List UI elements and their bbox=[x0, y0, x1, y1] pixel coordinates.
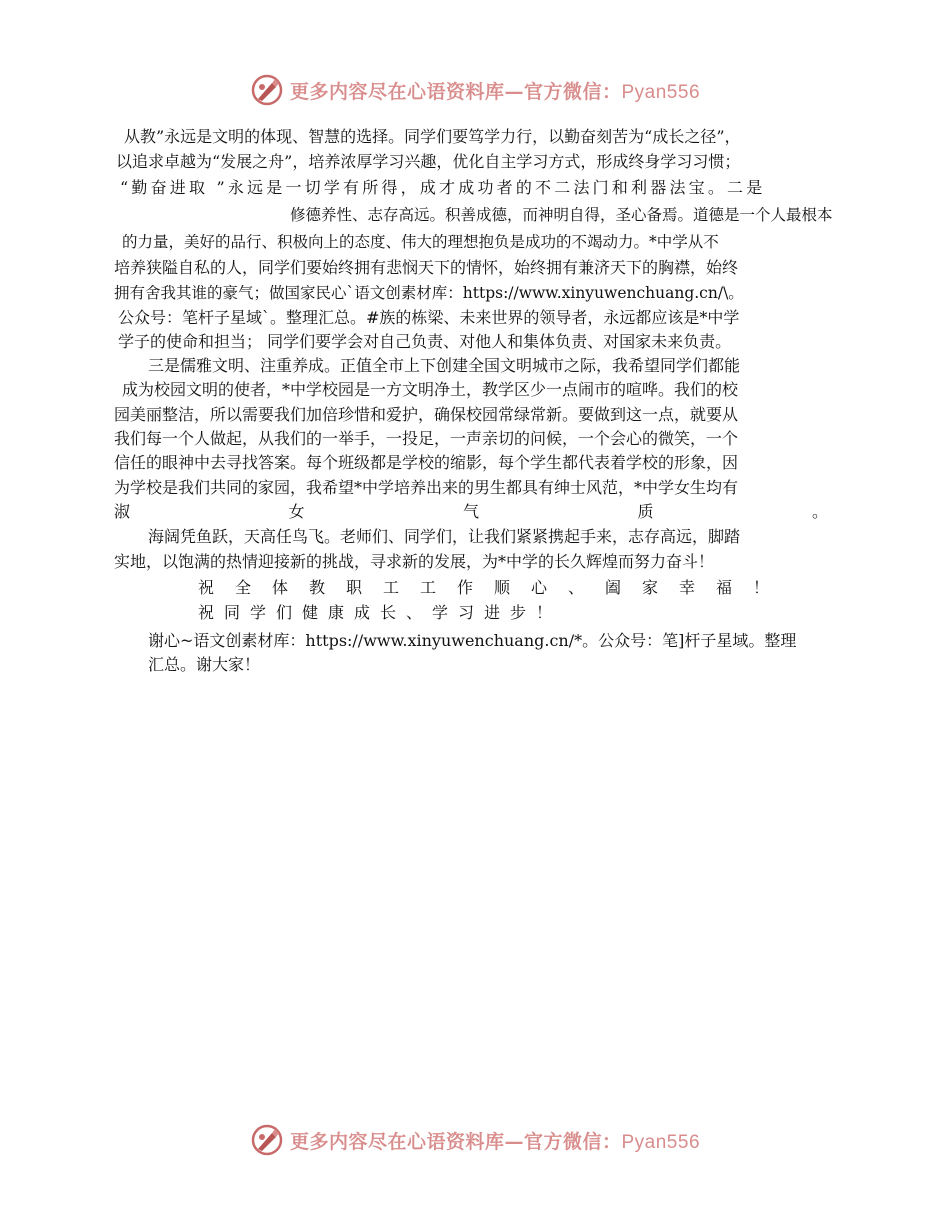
fountain-pen-logo-icon bbox=[250, 73, 284, 107]
text-line-3: “勤奋进取 ”永远是一切学有所得，成才成功者的不二法门和利器法宝。二是 bbox=[120, 178, 766, 197]
text-line-22: 汇总。谢大家！ bbox=[148, 655, 261, 674]
spread-char: 。 bbox=[811, 502, 828, 521]
text-line-10: 三是儒雅文明、注重养成。正值全市上下创建全国文明城市之际，我希望同学们都能 bbox=[148, 356, 741, 375]
text-line-12: 园美丽整洁，所以需要我们加倍珍惜和爱护，确保校园常绿常新。要做到这一点，就要从 bbox=[114, 405, 739, 424]
text-line-11: 成为校园文明的使者，*中学校园是一方文明净土，教学区少一点闹市的喧哗。我们的校 bbox=[122, 380, 739, 399]
text-line-21: 谢心~语文创素材库：https://www.xinyuwenchuang.cn/*。公众号：笔]杆子星域。整理 bbox=[148, 631, 797, 650]
text-line-8: 公众号：笔杆子星域`。整理汇总。#族的栋梁、未来世界的领导者，永远都应该是*中学 bbox=[118, 308, 740, 327]
text-line-4: 修德养性、志存高远。积善成德，而神明自得，圣心备焉。道德是一个人最根本 bbox=[290, 206, 833, 224]
fountain-pen-logo-icon bbox=[250, 1123, 284, 1157]
text-line-6: 培养狭隘自私的人，同学们要始终拥有悲悯天下的情怀，始终拥有兼济天下的胸襟，始终 bbox=[114, 258, 739, 277]
spread-char: 女 bbox=[288, 502, 305, 521]
text-line-7: 拥有舍我其谁的豪气；做国家民心`语文创素材库：https://www.xinyuwenchuang.cn/\。 bbox=[114, 284, 744, 302]
banner-text: 更多内容尽在心语资料库—官方微信：Pyan556 bbox=[289, 1130, 701, 1153]
text-line-15: 为学校是我们共同的家园，我希望*中学培养出来的男生都具有绅士风范，*中学女生均有 bbox=[114, 478, 739, 497]
footer-banner bbox=[0, 1120, 950, 1160]
spread-char: 质 bbox=[637, 502, 654, 521]
text-line-13: 我们每一个人做起，从我们的一举手，一投足，一声亲切的问候，一个会心的微笑，一个 bbox=[114, 429, 739, 448]
text-line-16 bbox=[114, 500, 828, 524]
text-line-20: 祝同学们健康成长、学习进步！ bbox=[198, 603, 563, 622]
text-line-14: 信任的眼神中去寻找答案。每个班级都是学校的缩影，每个学生都代表着学校的形象，因 bbox=[114, 453, 739, 472]
text-line-9: 学子的使命和担当； 同学们要学会对自己负责、对他人和集体负责、对国家未来负责。 bbox=[118, 332, 732, 351]
header-banner bbox=[0, 70, 950, 110]
spread-char: 气 bbox=[462, 502, 479, 521]
text-line-18: 实地，以饱满的热情迎接新的挑战，寻求新的发展，为*中学的长久辉煌而努力奋斗！ bbox=[114, 552, 715, 571]
text-line-19: 祝全体教职工工作顺心、阖家幸福！ bbox=[198, 578, 791, 597]
text-line-1: 从教”永远是文明的体现、智慧的选择。同学们要笃学力行，以勤奋刻苦为“成长之径”， bbox=[124, 127, 741, 146]
text-line-2: 以追求卓越为“发展之舟”，培养浓厚学习兴趣，优化自主学习方式，形成终身学习习惯； bbox=[116, 152, 741, 171]
text-line-17: 海阔凭鱼跃，天高任鸟飞。老师们、同学们，让我们紧紧携起手来，志存高远，脚踏 bbox=[148, 527, 741, 546]
banner-text: 更多内容尽在心语资料库—官方微信：Pyan556 bbox=[289, 80, 701, 103]
spread-char: 淑 bbox=[114, 502, 131, 521]
text-line-5: 的力量，美好的品行、积极向上的态度、伟大的理想抱负是成功的不竭动力。*中学从不 bbox=[122, 233, 719, 251]
